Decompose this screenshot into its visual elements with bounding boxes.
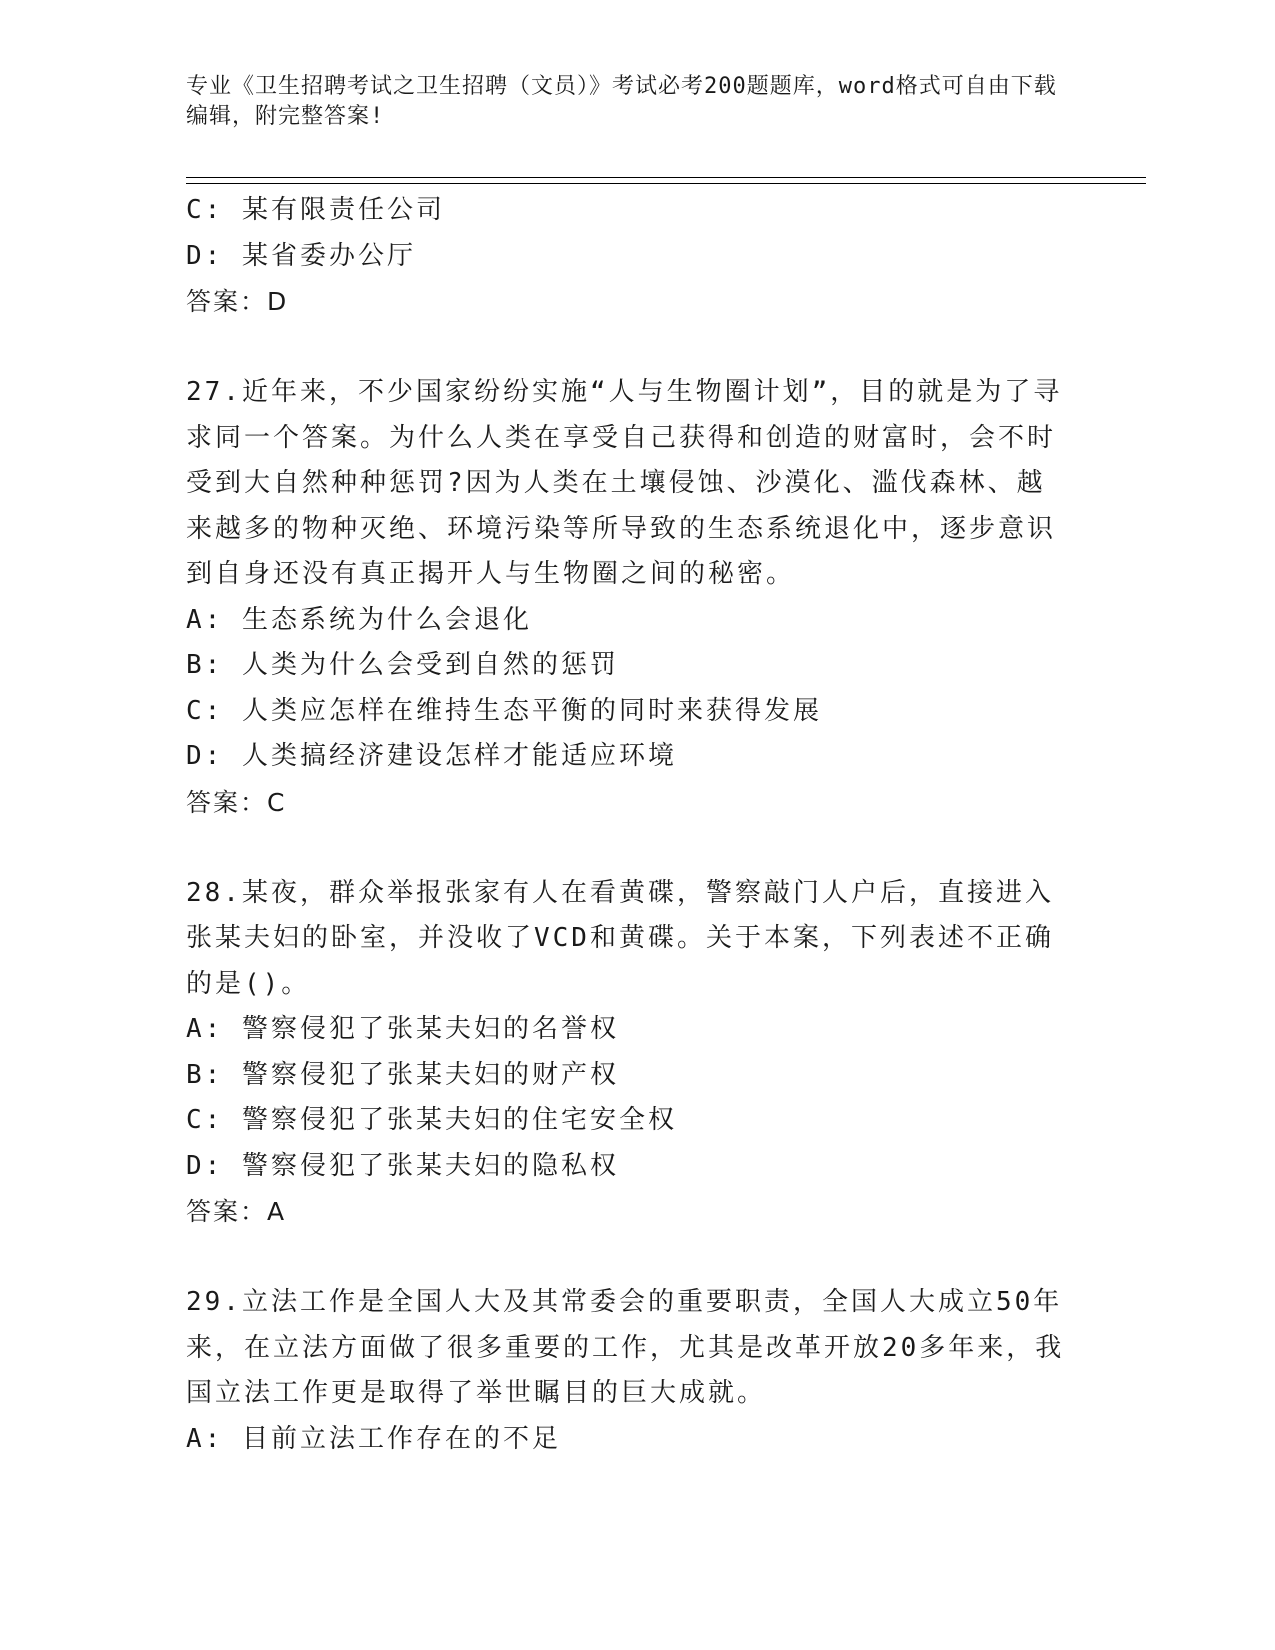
option-c: C: 某有限责任公司 — [186, 195, 445, 225]
answer-line: 答案：A — [186, 1197, 287, 1226]
block-spacer — [186, 1235, 1066, 1281]
question-stem: 28.某夜，群众举报张家有人在看黄碟，警察敲门人户后，直接进入张某夫妇的卧室，并没收了VCD和黄碟。关于本案，下列表述不正确的是()。 — [186, 877, 1054, 999]
question-stem: 27.近年来，不少国家纷纷实施“人与生物圈计划”，目的就是为了寻求同一个答案。为什么人类在享受自己获得和创造的财富时，会不时受到大自然种种惩罚?因为人类在土壤侵蚀、沙漠化、滥伐森林、越来越多的物种灭绝、环境污染等所导致的生态系统退化中，逐步意识到自身还没有真正揭开人与生物圈之间的秘密。 — [186, 377, 1063, 589]
answer-line: 答案：C — [186, 787, 287, 817]
option-a: A: 生态系统为什么会退化 — [186, 604, 532, 635]
block-spacer — [186, 825, 1066, 871]
question-block-29 — [186, 1280, 1066, 1462]
block-spacer — [186, 325, 1066, 371]
question-block-28 — [186, 871, 1066, 1235]
question-stem: 29.立法工作是全国人大及其常委会的重要职责，全国人大成立50年来，在立法方面做了很多重要的工作，尤其是改革开放20多年来，我国立法工作更是取得了举世瞩目的巨大成就。 — [186, 1287, 1065, 1408]
option-a: A: 警察侵犯了张某夫妇的名誉权 — [186, 1014, 619, 1044]
option-a: A: 目前立法工作存在的不足 — [186, 1423, 561, 1454]
header-text: 专业《卫生招聘考试之卫生招聘（文员）》考试必考200题题库，word格式可自由下载编辑，附完整答案! — [186, 74, 1057, 129]
option-d: D: 人类搞经济建设怎样才能适应环境 — [186, 741, 677, 771]
answer-line: 答案：D — [186, 287, 289, 316]
option-c: C: 人类应怎样在维持生态平衡的同时来获得发展 — [186, 695, 822, 726]
page-header — [186, 72, 1066, 132]
option-b: B: 警察侵犯了张某夫妇的财产权 — [186, 1059, 619, 1090]
question-block-26-tail — [186, 188, 1066, 325]
question-content — [186, 188, 1066, 1462]
option-d: D: 警察侵犯了张某夫妇的隐私权 — [186, 1150, 619, 1181]
option-c: C: 警察侵犯了张某夫妇的住宅安全权 — [186, 1105, 677, 1135]
question-block-27 — [186, 370, 1066, 825]
option-d: D: 某省委办公厅 — [186, 240, 416, 271]
header-divider — [186, 177, 1146, 184]
option-b: B: 人类为什么会受到自然的惩罚 — [186, 650, 619, 680]
